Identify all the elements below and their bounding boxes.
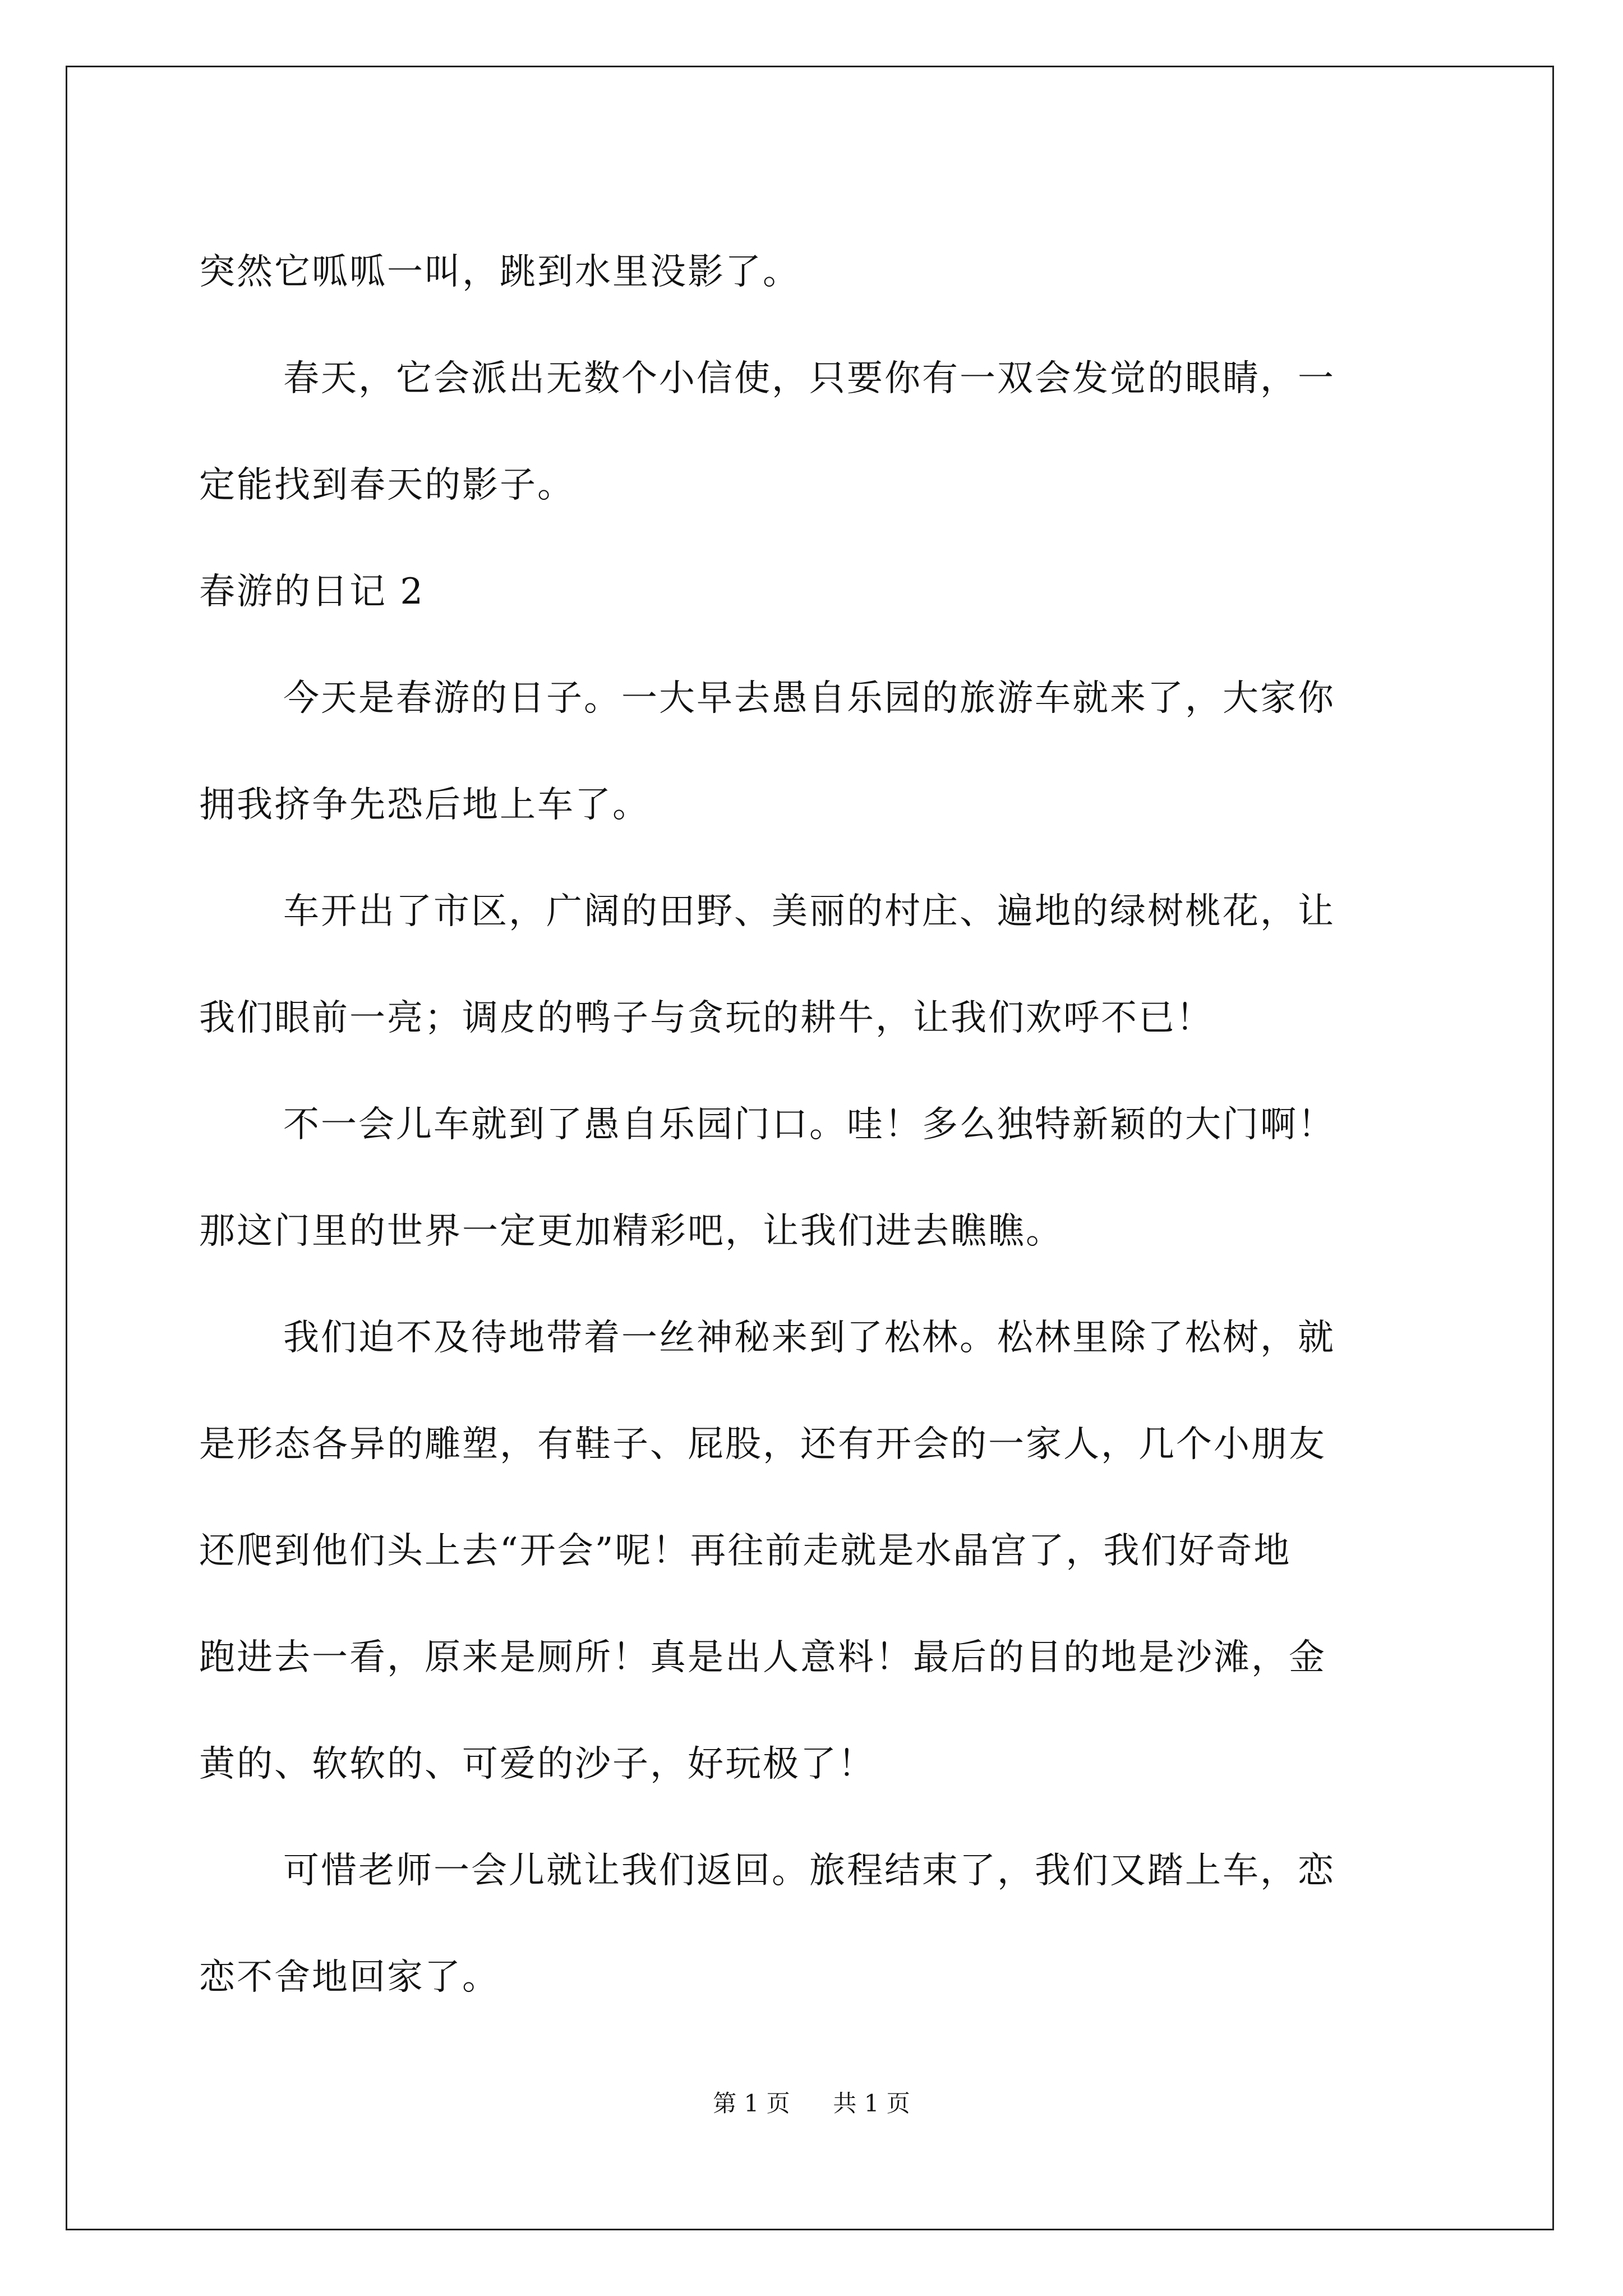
text-line: 跑进去一看，原来是厕所！真是出人意料！最后的目的地是沙滩，金 [199,1637,1326,1678]
text-line: 黄的、软软的、可爱的沙子，好玩极了！ [199,1743,875,1785]
paragraph-start-line: 今天是春游的日子。一大早去愚自乐园的旅游车就来了，大家你 [283,678,1335,719]
page-footer [0,2087,1623,2120]
text-line: 是形态各异的雕塑，有鞋子、屁股，还有开会的一家人，几个小朋友 [199,1424,1326,1465]
section-title: 春游的日记 2 [199,571,425,613]
page-number: 第 1 页 [713,2090,790,2117]
document-body [199,219,1427,2031]
text-line: 拥我挤争先恐后地上车了。 [199,784,650,826]
paragraph-start-line: 我们迫不及待地带着一丝神秘来到了松林。松林里除了松树，就 [283,1317,1335,1359]
text-line: 那这门里的世界一定更加精彩吧，让我们进去瞧瞧。 [199,1211,1063,1252]
total-pages: 共 1 页 [833,2090,910,2117]
text-line: 恋不舍地回家了。 [199,1957,500,1998]
paragraph-start-line: 不一会儿车就到了愚自乐园门口。哇！多么独特新颖的大门啊！ [283,1104,1335,1145]
text-line: 我们眼前一亮；调皮的鸭子与贪玩的耕牛，让我们欢呼不已！ [199,997,1214,1039]
paragraph-start-line: 春天，它会派出无数个小信使，只要你有一双会发觉的眼睛，一 [283,358,1335,399]
text-line: 突然它呱呱一叫，跳到水里没影了。 [199,251,800,293]
text-line: 还爬到他们头上去“开会”呢！再往前走就是水晶宫了，我们好奇地 [199,1530,1292,1572]
text-line: 定能找到春天的影子。 [199,464,575,506]
paragraph-start-line: 可惜老师一会儿就让我们返回。旅程结束了，我们又踏上车，恋 [283,1850,1335,1892]
paragraph-start-line: 车开出了市区，广阔的田野、美丽的村庄、遍地的绿树桃花，让 [283,891,1335,932]
